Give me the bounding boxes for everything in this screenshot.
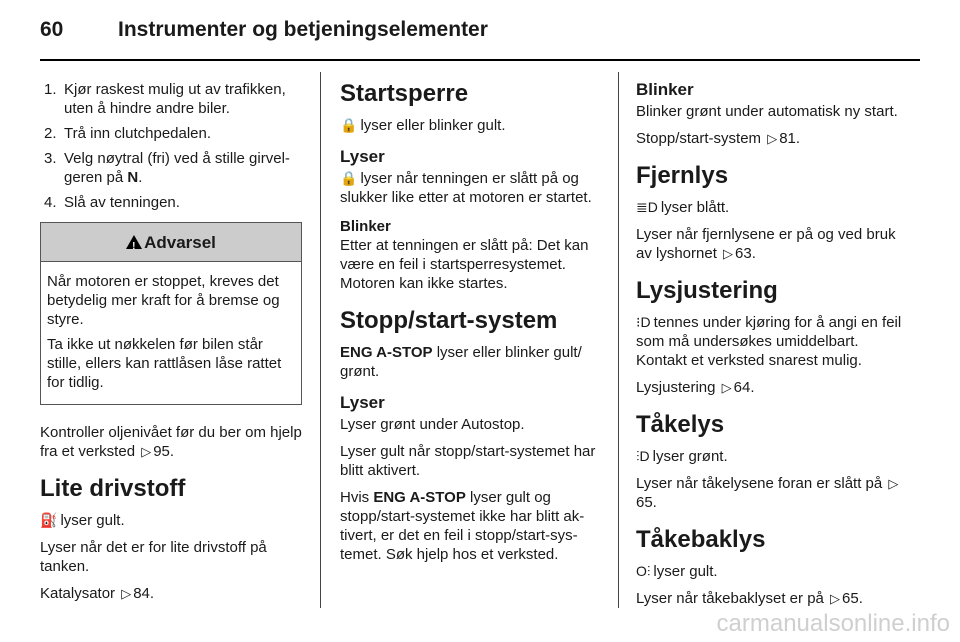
- section-heading-takebaklys: Tåkebaklys: [636, 526, 766, 553]
- subheading-blinker: Blinker: [340, 218, 391, 235]
- stopp-lyser-text: Lyser gult når stopp/start-systemet har blitt aktivert.: [340, 443, 596, 479]
- lyser-text: 🔒 lyser når tenningen er slått på og slukker like etter at motoren er startet.: [340, 170, 592, 206]
- takebaklys-text: Lyser når tåkebaklyset er på ▷ 65.: [636, 590, 863, 607]
- car-key-icon: 🔒: [340, 117, 358, 133]
- lysjustering-text: ⁝D tennes under kjøring for å angi en feil som må undersøkes umiddelbart. Kontakt et verksted snarest mulig.: [636, 314, 902, 369]
- catalyst-ref: Katalysator ▷ 84.: [40, 585, 155, 602]
- headlight-leveling-icon: ⁝D: [636, 314, 651, 330]
- fjernlys-text: Lyser når fjernlysene er på og ved bruk av lyshornet ▷ 63.: [636, 226, 896, 262]
- warning-header: [41, 223, 301, 262]
- stopp-start-text: ENG A-STOP lyser eller blinker gult/ grønt.: [340, 344, 582, 380]
- page-number: 60: [40, 18, 64, 41]
- warning-triangle-icon: [126, 235, 142, 249]
- list-item: 2. Trå inn clutchpedalen.: [44, 125, 212, 142]
- list-item: 4. Slå av tenningen.: [44, 194, 180, 211]
- page-ref-icon: ▷: [141, 444, 152, 459]
- front-fog-light-icon: ⫶D: [636, 448, 650, 464]
- page-header: [40, 14, 920, 54]
- steps-list: [40, 80, 302, 212]
- blinker-text: Blinker grønt under automatisk ny start.: [636, 103, 898, 120]
- column-divider: [320, 72, 321, 608]
- warning-title: Advarsel: [144, 232, 216, 252]
- fuel-icon-line: ⛽ lyser gult.: [40, 512, 125, 529]
- page-ref-icon: ▷: [121, 586, 132, 601]
- car-key-icon: 🔒: [340, 170, 358, 186]
- warning-box: [40, 222, 302, 405]
- watermark: carmanualsonline.info: [716, 610, 950, 637]
- page-ref-icon: ▷: [767, 131, 778, 146]
- stopp-lyser-text: Lyser grønt under Autostop.: [340, 416, 525, 433]
- warning-text: Ta ikke ut nøkkelen før bilen står stille, ellers kan rattlåsen låse rattet for tidlig.: [47, 336, 282, 391]
- column-right: [636, 80, 910, 616]
- high-beam-icon: ≣D: [636, 199, 658, 215]
- fuel-pump-icon: ⛽: [40, 512, 58, 528]
- column-middle: [340, 80, 602, 572]
- rear-fog-light-icon: O⫶: [636, 563, 651, 579]
- section-heading-lysjustering: Lysjustering: [636, 277, 778, 304]
- page-ref-icon: ▷: [721, 380, 732, 395]
- oil-check-text: Kontroller oljenivået før du ber om hjelp fra et verksted ▷ 95.: [40, 424, 302, 460]
- section-heading-fuel: Lite drivstoff: [40, 475, 186, 502]
- subheading-lyser: Lyser: [340, 393, 385, 412]
- takelys-text: Lyser når tåkelysene foran er slått på ▷65.: [636, 475, 899, 511]
- column-divider: [618, 72, 619, 608]
- section-heading-startsperre: Startsperre: [340, 80, 469, 107]
- column-left: [40, 80, 302, 611]
- page-ref-icon: ▷: [830, 591, 841, 606]
- header-divider: [40, 59, 920, 61]
- page-ref-icon: ▷: [723, 246, 734, 261]
- section-heading-fjernlys: Fjernlys: [636, 162, 729, 189]
- section-heading-stopp-start: Stopp/start-system: [340, 307, 558, 334]
- fuel-text: Lyser når det er for lite drivstoff på tanken.: [40, 539, 267, 575]
- subheading-blinker: Blinker: [636, 80, 694, 99]
- fog-light-icon-line: ⫶D lyser grønt.: [636, 448, 728, 465]
- warning-body: [41, 262, 301, 404]
- blinker-text: Etter at tenningen er slått på: Det kan være en feil i startsperresystemet. Motoren kan ikke startes.: [340, 237, 589, 292]
- section-heading-takelys: Tåkelys: [636, 411, 725, 438]
- immobilizer-icon-line: 🔒 lyser eller blinker gult.: [340, 117, 506, 134]
- list-item: 1. Kjør raskest mulig ut av trafikken, uten å hindre andre biler.: [44, 81, 286, 117]
- high-beam-icon-line: ≣D lyser blått.: [636, 199, 730, 216]
- subheading-lyser: Lyser: [340, 147, 385, 166]
- list-item: 3. Velg nøytral (fri) ved å stille girvelgeren på N.: [44, 150, 290, 186]
- warning-text: Når motoren er stoppet, kreves det betydelig mer kraft for å bremse og styre.: [47, 273, 280, 328]
- page-title: Instrumenter og betjeningselementer: [118, 18, 488, 41]
- rear-fog-icon-line: O⫶ lyser gult.: [636, 563, 718, 580]
- page-ref-icon: ▷: [888, 476, 899, 491]
- stopp-lyser-text: Hvis ENG A-STOP lyser gult og stopp/start-systemet ikke har blitt aktivert, er det en feil i stopp/start-systemet. Søk hjelp hos et verksted.: [340, 489, 585, 563]
- stopp-start-ref: Stopp/start-system ▷ 81.: [636, 130, 801, 147]
- lysjustering-ref: Lysjustering ▷ 64.: [636, 379, 755, 396]
